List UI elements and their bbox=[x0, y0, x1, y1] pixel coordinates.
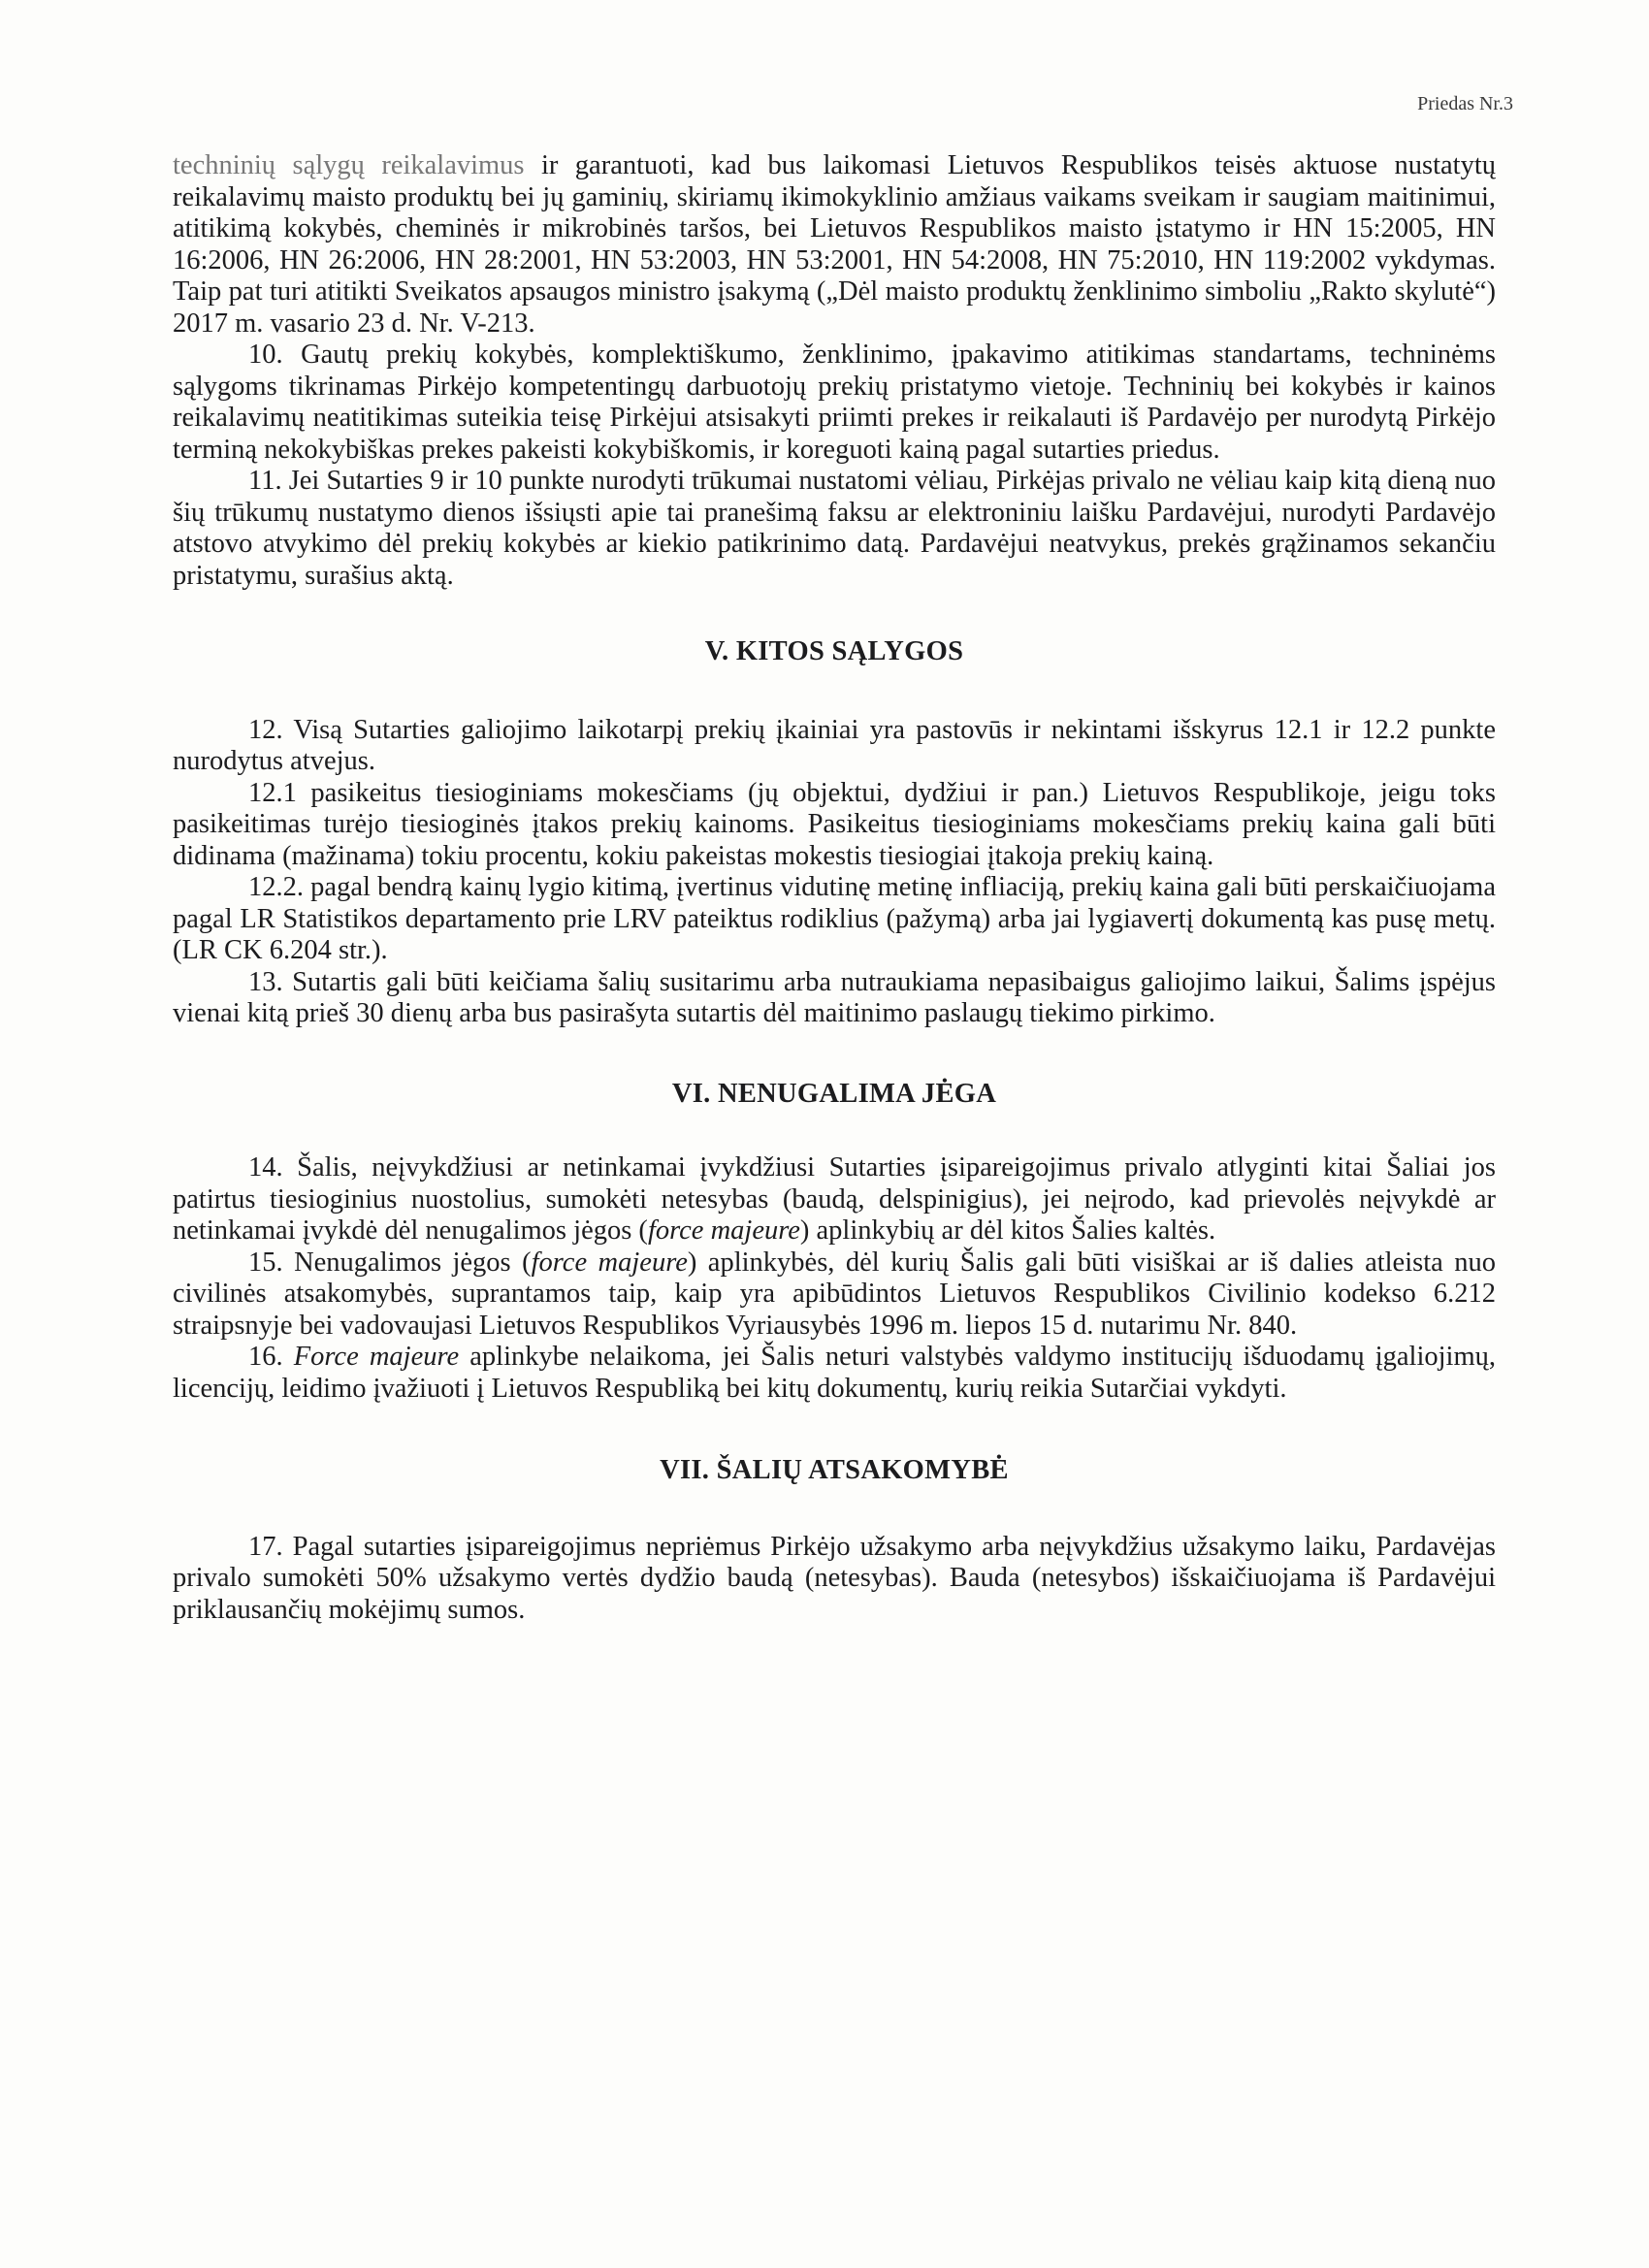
paragraph-14 bbox=[173, 1152, 1496, 1247]
paragraph-15 bbox=[173, 1247, 1496, 1343]
paragraph-13: 13. Sutartis gali būti keičiama šalių susitarimu arba nutraukiama nepasibaigus galiojimo laikui, Šalims įspėjus vienai kitą prieš 30 dienų arba bus pasirašyta sutartis dėl maitinimo paslaugų tiekimo pirkimo. bbox=[173, 966, 1496, 1028]
paragraph-14-text-a: 14. Šalis, neįvykdžiusi ar netinkamai įvykdžiusi Sutarties įsipareigojimus privalo atlyginti kitai Šaliai jos patirtus tiesioginius nuostolius, sumokėti netesybas (baudą, delspinigius), jei neįrodo, kad prievolės neįvykdė ar netinkamai įvykdė dėl nenugalimos jėgos ( bbox=[173, 1152, 1496, 1246]
attachment-label: Priedas Nr.3 bbox=[1417, 93, 1513, 114]
section-v-heading: V. KITOS SĄLYGOS bbox=[704, 636, 964, 666]
paragraph-14-italic: force majeure bbox=[647, 1215, 800, 1246]
section-vi-heading: VI. NENUGALIMA JĖGA bbox=[671, 1078, 997, 1109]
paragraph-15-text-b: ) aplinkybės, dėl kurių Šalis gali būti visiškai ar iš dalies atleista nuo civilinės atsakomybės, suprantamos taip, kaip yra apibūdintos Lietuvos Respublikos Civilinio kodekso 6.212 straipsnyje bei vadovaujasi Lietuvos Respublikos Vyriausybės 1996 m. liepos 15 d. nutarimu Nr. 840. bbox=[173, 1247, 1496, 1341]
section-vii-heading: VII. ŠALIŲ ATSAKOMYBĖ bbox=[660, 1455, 1009, 1485]
paragraph-15-text-a: 15. Nenugalimos jėgos ( bbox=[248, 1247, 532, 1278]
paragraph-12-2: 12.2. pagal bendrą kainų lygio kitimą, įvertinus vidutinę metinę infliaciją, prekių kaina gali būti perskaičiuojama pagal LR Statistikos departamento prie LRV pateiktus rodiklius (pažymą) arba jai lygiavertį dokumentą kas pusę metų. (LR CK 6.204 str.). bbox=[173, 872, 1496, 965]
paragraph-12-1: 12.1 pasikeitus tiesioginiams mokesčiams (jų objektui, dydžiui ir pan.) Lietuvos Respublikoje, jeigu toks pasikeitimas turėjo tiesioginės įtakos prekių kainoms. Pasikeitus tiesioginiams mokesčiams prekių kaina gali būti didinama (mažinama) tokiu procentu, kokiu pakeistas mokestis tiesiogiai įtakoja prekių kainą. bbox=[173, 777, 1496, 871]
intro-text: ir garantuoti, kad bus laikomasi Lietuvos Respublikos teisės aktuose nustatytų reikalavimų maisto produktų bei jų gaminių, skiriamų ikimokyklinio amžiaus vaikams sveikam ir saugiam maitinimui, atitikimą kokybės, cheminės ir mikrobinės taršos, bei Lietuvos Respublikos maisto įstatymo ir HN 15:2005, HN 16:2006, HN 26:2006, HN 28:2001, HN 53:2003, HN 53:2001, HN 54:2008, HN 75:2010, HN 119:2002 vykdymas. Taip pat turi atitikti Sveikatos apsaugos ministro įsakymą („Dėl maisto produktų ženklinimo simboliu „Rakto skylutė“) 2017 m. vasario 23 d. Nr. V-213. bbox=[173, 150, 1496, 339]
paragraph-12: 12. Visą Sutarties galiojimo laikotarpį prekių įkainiai yra pastovūs ir nekintami išskyrus 12.1 ir 12.2 punkte nurodytus atvejus. bbox=[173, 714, 1496, 776]
intro-paragraph bbox=[173, 150, 1496, 340]
paragraph-16-italic: Force majeure bbox=[293, 1342, 460, 1372]
contract-body bbox=[173, 150, 1496, 1626]
paragraph-10: 10. Gautų prekių kokybės, komplektiškumo, ženklinimo, įpakavimo atitikimas standartams, techninėms sąlygoms tikrinamas Pirkėjo kompetentingų darbuotojų prekių pristatymo vietoje. Techninių bei kokybės ir kainos reikalavimų neatitikimas suteikia teisę Pirkėjui atsisakyti priimti prekes ir reikalauti iš Pardavėjo per nurodytą Pirkėjo terminą nekokybiškas prekes pakeisti kokybiškomis, ir koreguoti kainą pagal sutarties priedus. bbox=[173, 340, 1496, 465]
paragraph-16-text-a: 16. bbox=[248, 1342, 294, 1372]
paragraph-16 bbox=[173, 1342, 1496, 1405]
paragraph-11: 11. Jei Sutarties 9 ir 10 punkte nurodyti trūkumai nustatomi vėliau, Pirkėjas privalo ne vėliau kaip kitą dieną nuo šių trūkumų nustatymo dienos išsiųsti apie tai pranešimą faksu ar elektroniniu laišku Pardavėjui, nurodyti Pardavėjo atstovo atvykimo dėl prekių kokybės ar kiekio patikrinimo datą. Pardavėjui neatvykus, prekės grąžinamos sekančiu pristatymu, surašius aktą. bbox=[173, 466, 1496, 591]
paragraph-15-italic: force majeure bbox=[531, 1247, 688, 1278]
paragraph-16-text-b: aplinkybe nelaikoma, jei Šalis neturi valstybės valdymo institucijų išduodamų įgaliojimų, licencijų, leidimo įvažiuoti į Lietuvos Respubliką bei kitų dokumentų, kurių reikia Sutarčiai vykdyti. bbox=[173, 1342, 1496, 1404]
intro-faded-text: techninių sąlygų reikalavimus bbox=[173, 150, 525, 180]
paragraph-14-text-b: ) aplinkybių ar dėl kitos Šalies kaltės. bbox=[799, 1215, 1216, 1246]
paragraph-17: 17. Pagal sutarties įsipareigojimus nepriėmus Pirkėjo užsakymo arba neįvykdžius užsakymo laiku, Pardavėjas privalo sumokėti 50% užsakymo vertės dydžio baudą (netesybas). Bauda (netesybos) išskaičiuojama iš Pardavėjui priklausančių mokėjimų sumos. bbox=[173, 1531, 1496, 1625]
